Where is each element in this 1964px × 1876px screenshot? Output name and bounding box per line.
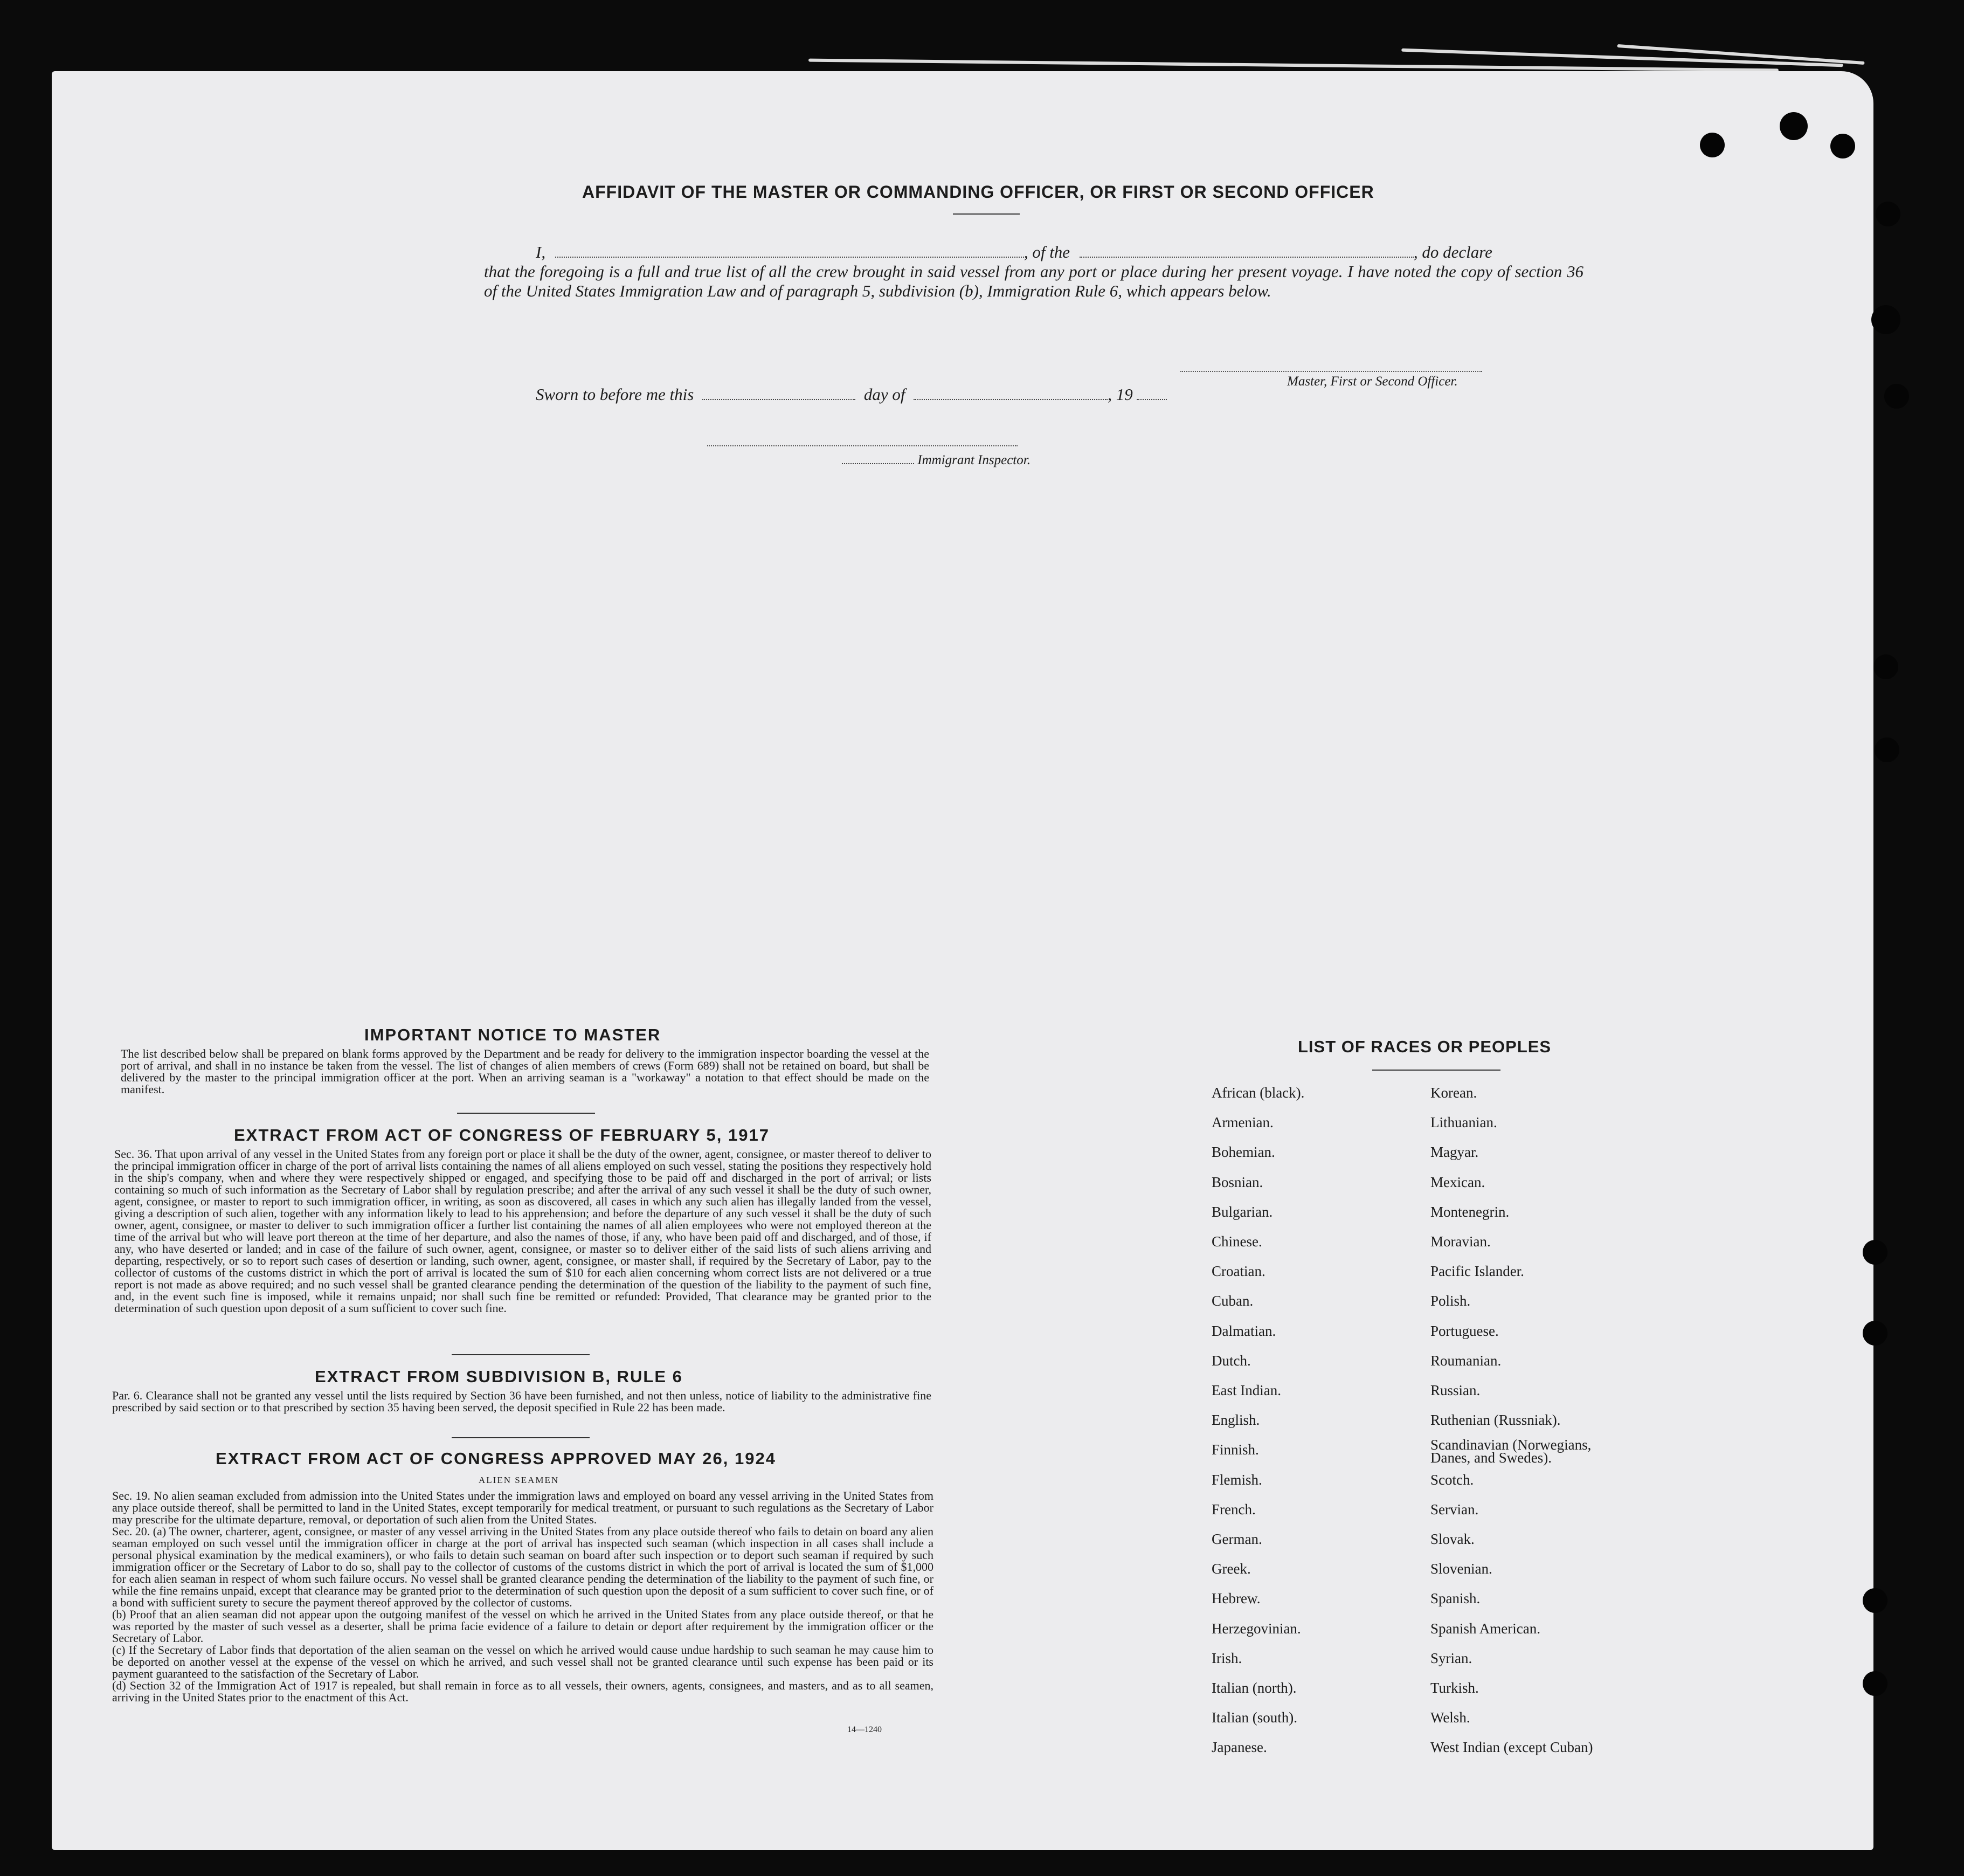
extract-1917-divider	[452, 1354, 590, 1355]
race-item: Servian.	[1430, 1501, 1479, 1518]
punch-hole	[1876, 202, 1900, 226]
sworn-day-field[interactable]	[702, 398, 855, 400]
race-item: Korean.	[1430, 1085, 1477, 1101]
race-item: African (black).	[1212, 1085, 1305, 1101]
race-item: Ruthenian (Russniak).	[1430, 1412, 1561, 1429]
race-item: Polish.	[1430, 1293, 1471, 1309]
affidavit-declaration	[484, 243, 1583, 301]
extract-1924-sec20c: (c) If the Secretary of Labor finds that deportation of the alien seaman on the vessel on which he arrived would cause undue hardship to such seaman he may cause him to be deported on another vessel at the expense of the vessel on which he arrived, and such vessel shall not be granted clearance until such expense has been paid or its payment guaranteed to the satisfaction of the Secretary of Labor.	[112, 1643, 933, 1680]
sworn-line	[536, 385, 1167, 404]
vessel-name-field[interactable]	[1080, 256, 1414, 258]
signature-line	[1180, 371, 1482, 372]
punch-hole	[1863, 1671, 1887, 1696]
inspector-line	[707, 445, 1018, 446]
punch-hole	[1863, 1240, 1887, 1265]
punch-hole	[1863, 1321, 1887, 1346]
notice-title: IMPORTANT NOTICE TO MASTER	[364, 1025, 661, 1044]
inspector-label: Immigrant Inspector.	[917, 453, 1031, 467]
race-item: Russian.	[1430, 1382, 1481, 1398]
race-item: Italian (north).	[1212, 1680, 1297, 1696]
race-item: Welsh.	[1430, 1709, 1470, 1726]
race-item: Dutch.	[1212, 1352, 1251, 1369]
race-item: Pacific Islander.	[1430, 1263, 1524, 1280]
punch-hole	[1700, 133, 1725, 157]
race-item: Spanish.	[1430, 1590, 1481, 1607]
race-item: Chinese.	[1212, 1233, 1262, 1250]
officer-name-field[interactable]	[555, 256, 1024, 258]
race-item: East Indian.	[1212, 1382, 1281, 1398]
sworn-label: Sworn to before me this	[536, 385, 694, 404]
title-divider	[953, 213, 1020, 215]
extract-1924-title: EXTRACT FROM ACT OF CONGRESS APPROVED MAY 26, 1924	[216, 1449, 776, 1468]
punch-hole	[1884, 384, 1909, 409]
race-item: West Indian (except Cuban)	[1430, 1739, 1593, 1756]
race-item: Bohemian.	[1212, 1144, 1275, 1161]
race-item: Moravian.	[1430, 1233, 1491, 1250]
affidavit-of-the: , of the	[1024, 243, 1070, 261]
race-item: Mexican.	[1430, 1174, 1485, 1190]
race-item: Greek.	[1212, 1561, 1251, 1577]
race-item: Scotch.	[1430, 1471, 1474, 1488]
race-item: Finnish.	[1212, 1442, 1259, 1458]
affidavit-do-declare: , do declare	[1413, 243, 1492, 261]
race-item: English.	[1212, 1412, 1260, 1429]
extract-1924-body	[112, 1490, 933, 1703]
extract-1924-subtitle: ALIEN SEAMEN	[479, 1475, 559, 1485]
race-item: Italian (south).	[1212, 1709, 1297, 1726]
punch-hole	[1875, 737, 1899, 762]
race-item: Herzegovinian.	[1212, 1620, 1301, 1637]
race-item: Spanish American.	[1430, 1620, 1540, 1637]
punch-hole	[1863, 1588, 1887, 1613]
race-item: Turkish.	[1430, 1680, 1479, 1696]
race-item: French.	[1212, 1501, 1256, 1518]
punch-hole	[1871, 305, 1900, 334]
race-item: Slovak.	[1430, 1531, 1475, 1547]
notice-divider	[457, 1113, 595, 1114]
punch-hole	[1830, 134, 1855, 158]
punch-hole	[1780, 112, 1808, 140]
race-item: Armenian.	[1212, 1114, 1274, 1131]
inspector-line-label	[842, 453, 1031, 468]
affidavit-i-label: I,	[536, 243, 546, 261]
races-divider	[1372, 1070, 1500, 1071]
extract-1924-sec20d: (d) Section 32 of the Immigration Act of 1917 is repealed, but shall remain in force as to all vessels, their owners, agents, consignees, and masters, and as to all seamen, arriving in the United States prior to the enactment of this Act.	[112, 1679, 933, 1704]
year-label: , 19	[1108, 385, 1133, 404]
form-number: 14—1240	[847, 1725, 882, 1734]
sworn-month-field[interactable]	[914, 398, 1108, 400]
race-item: German.	[1212, 1531, 1262, 1547]
race-item: Syrian.	[1430, 1650, 1472, 1666]
race-item: Magyar.	[1430, 1144, 1479, 1161]
form-page	[52, 71, 1873, 1850]
race-item: Roumanian.	[1430, 1352, 1502, 1369]
rule6-text: Par. 6. Clearance shall not be granted any vessel until the lists required by Section 36 have been furnished, and not then unless, notice of liability to the administrative fine prescribed by said section or to that prescribed by section 35 having been served, the deposit specified in Rule 22 has been made.	[112, 1389, 931, 1414]
race-item: Montenegrin.	[1430, 1203, 1510, 1220]
affidavit-body: that the foregoing is a full and true list of all the crew brought in said vessel from any port or place during her present voyage. I have noted the copy of section 36 of the United States Immigration Law and of paragraph 5, subdivision (b), Immigration Rule 6, which appears below.	[484, 262, 1583, 300]
extract-1917-title: EXTRACT FROM ACT OF CONGRESS OF FEBRUARY 5, 1917	[234, 1126, 770, 1144]
race-item: Croatian.	[1212, 1263, 1265, 1280]
race-item: Dalmatian.	[1212, 1322, 1276, 1339]
affidavit-title: AFFIDAVIT OF THE MASTER OR COMMANDING OFFICER, OR FIRST OR SECOND OFFICER	[582, 182, 1374, 202]
race-item: Hebrew.	[1212, 1590, 1261, 1607]
punch-hole	[1873, 654, 1898, 679]
day-of-label: day of	[863, 385, 905, 404]
race-item: Irish.	[1212, 1650, 1242, 1666]
notice-text: The list described below shall be prepared on blank forms approved by the Department and be ready for delivery to the immigration inspector boarding the vessel at the port of arrival, and shall in no instance be taken from the vessel. The list of changes of alien members of crews (Form 689) shall not be retained on board, but shall be delivered by the master to the principal immigration officer at the port. When an arriving seaman is a "workaway" a notation to that effect should be made on the manifest.	[121, 1047, 929, 1096]
extract-1924-sec20a: Sec. 20. (a) The owner, charterer, agent, consignee, or master of any vessel arriving in the United States from any place outside thereof who fails to detain on board any alien seaman employed on such vessel until the immigration officer in charge at the port of arrival has inspected such seaman (which inspection in all cases shall include a personal physical examination by the medical examiners), or who fails to detain such seaman on board after such inspection or to deport such seaman if required by such immigration officer or the Secretary of Labor to do so, shall pay to the collector of customs of the customs district in which the port of arrival is located the sum of $1,000 for each alien seaman in respect of whom such failure occurs. No vessel shall be granted clearance pending the determination of the liability to the payment of such fine, or while the fine remains unpaid, except that clearance may be granted prior to the determination of such question upon the deposit of a sum sufficient to cover such fine, or of a bond with sufficient surety to secure the payment thereof approved by the collector of customs.	[112, 1525, 933, 1609]
race-item: Portuguese.	[1430, 1322, 1499, 1339]
race-item: Cuban.	[1212, 1293, 1254, 1309]
races-title: LIST OF RACES OR PEOPLES	[1298, 1037, 1552, 1056]
extract-1924-sec20b: (b) Proof that an alien seaman did not appear upon the outgoing manifest of the vessel on which he arrived in the United States from any place outside thereof, or that he was reported by the master of such vessel as a deserter, shall be prima facie evidence of a failure to detain or deport after requirement by the immigration officer or the Secretary of Labor.	[112, 1608, 933, 1645]
race-item: Japanese.	[1212, 1739, 1267, 1756]
race-item: Bosnian.	[1212, 1174, 1263, 1190]
page-edge	[808, 59, 1779, 72]
signature-label: Master, First or Second Officer.	[1287, 374, 1458, 389]
extract-1924-sec19: Sec. 19. No alien seaman excluded from admission into the United States under the immigration laws and employed on board any vessel arriving in the United States from any place outside thereof, shall be permitted to land in the United States, except temporarily for medical treatment, or pursuant to such regulations as the Secretary of Labor may prescribe for the ultimate departure, removal, or deportation of such alien from the United States.	[112, 1489, 933, 1526]
race-item: Bulgarian.	[1212, 1203, 1273, 1220]
race-item: Flemish.	[1212, 1471, 1262, 1488]
race-item: Scandinavian (Norwegians, Danes, and Swedes).	[1430, 1437, 1592, 1466]
sworn-year-field[interactable]	[1137, 398, 1167, 400]
race-item: Lithuanian.	[1430, 1114, 1497, 1131]
rule6-divider	[452, 1437, 590, 1438]
extract-1917-text: Sec. 36. That upon arrival of any vessel in the United States from any foreign port or place it shall be the duty of the owner, agent, consignee, or master thereof to deliver to the principal immigration officer in charge of the port of arrival lists containing the names of all aliens employed on such vessel, stating the positions they respectively hold in the ship's company, when and where they were respectively shipped or engaged, and specifying those to be paid off and discharged in the port of arrival; or lists containing so much of such information as the Secretary of Labor shall by regulation prescribe; and after the arrival of any such vessel it shall be the duty of such owner, agent, consignee, or master to report to such immigration officer, in writing, as soon as discovered, all cases in which any such alien has illegally landed from the vessel, giving a description of such alien, together with any information likely to lead to his apprehension; and before the departure of any such vessel it shall be the duty of such owner, agent, consignee, or master to deliver to such immigration officer a further list containing the names of all alien employees who were not employed thereon at the time of the arrival but who will leave port thereon at the time of her departure, and also the names of those, if any, who have been paid off and discharged, and of those, if any, who have deserted or landed; and in case of the failure of such owner, agent, consignee, or master so to deliver either of the said lists of such aliens arriving and departing, respectively, or so to report such cases of desertion or landing, such owner, agent, consignee, or master shall, if required by the Secretary of Labor, pay to the collector of customs of the customs district in which the port of arrival is located the sum of $10 for each alien concerning whom correct lists are not delivered or a true report is not made as above required; and no such vessel shall be granted clearance pending the determination of the question of the liability to the payment of such fine, and, in the event such fine is imposed, while it remains unpaid; nor shall such fine be remitted or refunded: Provided, That clearance may be granted prior to the determination of such question upon deposit of a sum sufficient to cover such fine.	[114, 1147, 931, 1315]
rule6-title: EXTRACT FROM SUBDIVISION B, RULE 6	[315, 1367, 683, 1386]
race-item: Slovenian.	[1430, 1561, 1492, 1577]
